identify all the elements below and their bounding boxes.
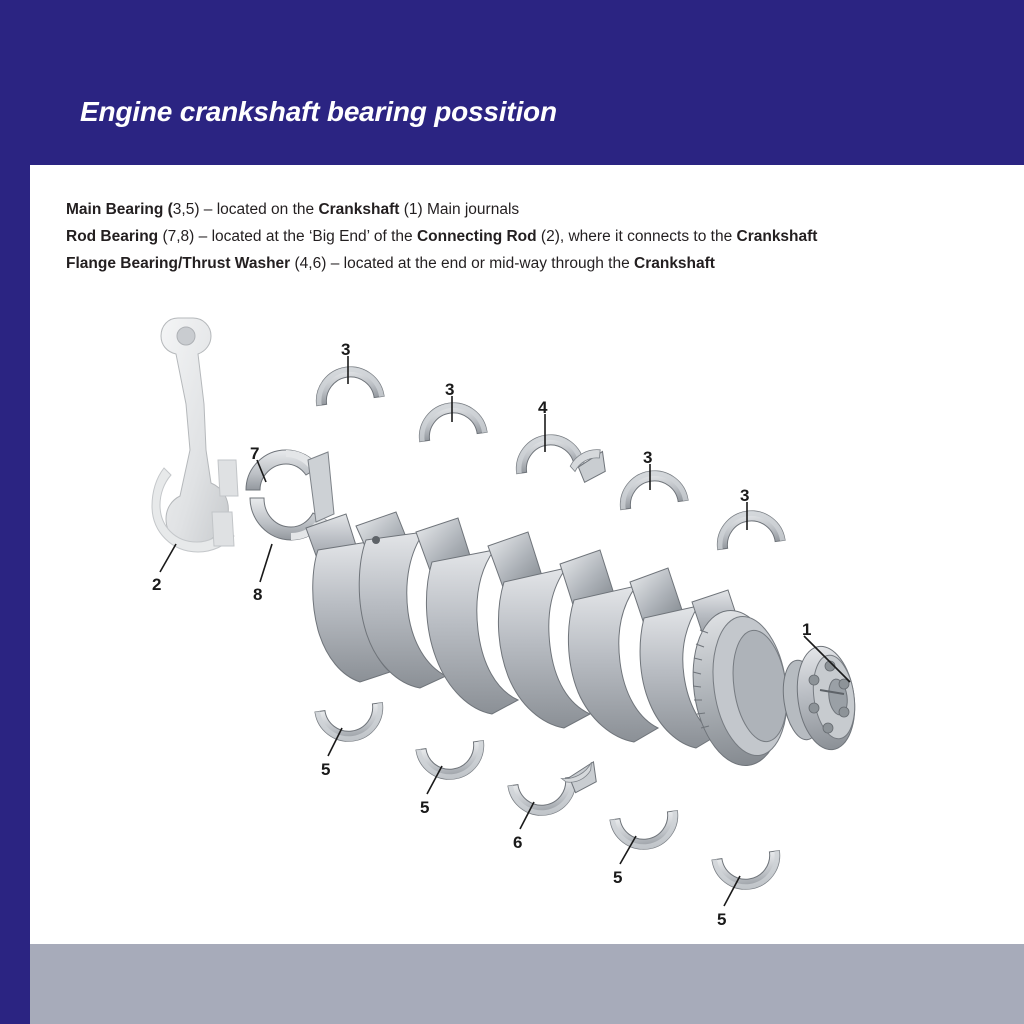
callout-3-b: 3 xyxy=(445,380,455,399)
footer-accent-stripe xyxy=(0,944,30,1024)
callout-7: 7 xyxy=(250,444,260,463)
diagram-svg xyxy=(60,300,960,940)
crankshaft-exploded-diagram xyxy=(60,300,960,940)
caption-line-3: Flange Bearing/Thrust Washer (4,6) – located at the end or mid-way through the Crankshaft xyxy=(66,255,715,272)
callout-1: 1 xyxy=(802,620,812,639)
callout-5-a: 5 xyxy=(321,760,331,779)
callout-2: 2 xyxy=(152,575,162,594)
footer-band xyxy=(0,944,1024,1024)
callout-3-a: 3 xyxy=(341,340,351,359)
connecting-rod-part xyxy=(152,318,238,552)
crankshaft-part xyxy=(306,512,861,771)
header-band xyxy=(0,0,1024,165)
callout-3-d: 3 xyxy=(740,486,750,505)
callout-4: 4 xyxy=(538,398,548,417)
caption-block xyxy=(66,196,996,277)
caption-line-2: Rod Bearing (7,8) – located at the ‘Big End’ of the Connecting Rod (2), where it connects to the Crankshaft xyxy=(66,228,818,245)
callout-5-d: 5 xyxy=(717,910,727,929)
callout-5-c: 5 xyxy=(613,868,623,887)
flange-bearing-lower xyxy=(506,762,600,820)
crankshaft-rear-flange xyxy=(779,643,861,754)
page-title: Engine crankshaft bearing possition xyxy=(80,96,557,127)
callout-5-b: 5 xyxy=(420,798,430,817)
flywheel-ring-gear xyxy=(684,605,796,772)
callout-6: 6 xyxy=(513,833,523,852)
callout-3-c: 3 xyxy=(643,448,653,467)
flange-bearing-upper xyxy=(512,428,606,492)
callout-8: 8 xyxy=(253,585,263,604)
caption-line-1: Main Bearing (3,5) – located on the Crankshaft (1) Main journals xyxy=(66,201,520,218)
